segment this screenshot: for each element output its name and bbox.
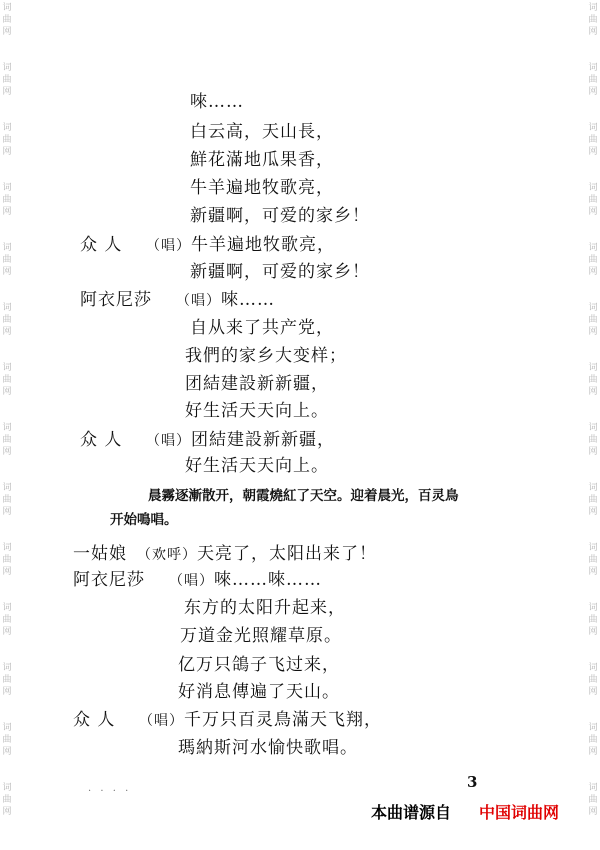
margin-watermark: 词 曲 网 — [2, 303, 12, 337]
lyric-line: 唻…… — [190, 92, 244, 112]
margin-watermark: 词 曲 网 — [588, 243, 598, 277]
lyric-text: 牛羊遍地牧歌亮， — [191, 235, 335, 255]
stage-direction: 晨霧逐漸散开，朝霞燒紅了天空。迎着晨光，百灵鳥 — [148, 488, 459, 504]
lyric-line: 好生活天天向上。 — [185, 401, 329, 421]
lyric-text: 唻……唻…… — [214, 570, 322, 590]
margin-watermark: 词 曲 网 — [588, 123, 598, 157]
speaker-name: 众 人 — [73, 710, 116, 730]
lyric-line: 自从来了共产党， — [190, 318, 334, 338]
lyric-line: 新疆啊，可爱的家乡！ — [190, 206, 370, 226]
dialogue-line — [73, 570, 322, 591]
lyric-text: 天亮了，太阳出来了！ — [197, 544, 377, 564]
margin-watermark: 词 曲 网 — [2, 243, 12, 277]
margin-watermark: 词 曲 网 — [588, 183, 598, 217]
lyric-text: 千万只百灵鳥滿天飞翔， — [184, 710, 382, 730]
direction: （唱） — [146, 238, 191, 254]
margin-watermark: 词 曲 网 — [2, 363, 12, 397]
lyric-line: 我們的家乡大变样； — [185, 346, 347, 366]
dialogue-line — [80, 430, 335, 451]
footer-source-label: 本曲谱源自 — [371, 803, 452, 822]
stage-direction: 开始鳴唱。 — [110, 512, 178, 528]
margin-watermark: 词 曲 网 — [588, 363, 598, 397]
margin-watermark: 词 曲 网 — [588, 423, 598, 457]
margin-watermark: 词 曲 网 — [2, 63, 12, 97]
speaker-name: 阿衣尼莎 — [80, 290, 152, 310]
margin-watermark: 词 曲 网 — [2, 603, 12, 637]
page-number: 3 — [467, 773, 478, 791]
direction: （唱） — [176, 293, 221, 309]
speaker-name: 众 人 — [80, 430, 123, 450]
margin-watermark: 词 曲 网 — [2, 663, 12, 697]
lyric-line: 白云高，天山長， — [190, 122, 334, 142]
margin-watermark: 词 曲 网 — [2, 543, 12, 577]
margin-watermark: 词 曲 网 — [588, 783, 598, 817]
margin-watermark: 词 曲 网 — [2, 783, 12, 817]
lyric-line: 亿万只鴿子飞过来， — [178, 655, 340, 675]
dialogue-line — [73, 544, 377, 565]
footer-site-link[interactable]: 中国词曲网 — [479, 803, 560, 822]
margin-watermark: 词 曲 网 — [588, 663, 598, 697]
right-watermark-strip — [586, 0, 600, 850]
direction: （唱） — [169, 573, 214, 589]
direction: （唱） — [139, 713, 184, 729]
margin-watermark: 词 曲 网 — [588, 543, 598, 577]
lyric-line: 团結建設新新疆， — [185, 374, 329, 394]
margin-watermark: 词 曲 网 — [588, 63, 598, 97]
lyric-line: 瑪納斯河水愉快歌唱。 — [178, 738, 358, 758]
lyric-line: 鮮花滿地瓜果香， — [190, 150, 334, 170]
direction: （唱） — [146, 433, 191, 449]
margin-watermark: 词 曲 网 — [2, 183, 12, 217]
dialogue-line — [80, 235, 335, 256]
left-watermark-strip — [0, 0, 14, 850]
margin-watermark: 词 曲 网 — [588, 3, 598, 37]
lyric-line: 好生活天天向上。 — [185, 456, 329, 476]
scan-speck: · · · · — [88, 786, 132, 797]
dialogue-line — [80, 290, 275, 311]
lyric-line: 牛羊遍地牧歌亮， — [190, 178, 334, 198]
speaker-name: 阿衣尼莎 — [73, 570, 145, 590]
margin-watermark: 词 曲 网 — [588, 483, 598, 517]
direction: （欢呼） — [137, 547, 197, 563]
margin-watermark: 词 曲 网 — [2, 3, 12, 37]
margin-watermark: 词 曲 网 — [2, 483, 12, 517]
margin-watermark: 词 曲 网 — [588, 723, 598, 757]
speaker-name: 一姑娘 — [73, 544, 127, 564]
speaker-name: 众 人 — [80, 235, 123, 255]
margin-watermark: 词 曲 网 — [2, 423, 12, 457]
lyric-text: 唻…… — [221, 290, 275, 310]
lyric-line: 好消息傳遍了天山。 — [178, 682, 340, 702]
lyric-text: 团結建設新新疆， — [191, 430, 335, 450]
dialogue-line — [73, 710, 382, 731]
lyric-line: 万道金光照耀草原。 — [180, 626, 342, 646]
margin-watermark: 词 曲 网 — [588, 603, 598, 637]
lyric-line: 东方的太阳升起来， — [184, 598, 346, 618]
margin-watermark: 词 曲 网 — [588, 303, 598, 337]
margin-watermark: 词 曲 网 — [2, 123, 12, 157]
lyric-line: 新疆啊，可爱的家乡！ — [190, 262, 370, 282]
margin-watermark: 词 曲 网 — [2, 723, 12, 757]
